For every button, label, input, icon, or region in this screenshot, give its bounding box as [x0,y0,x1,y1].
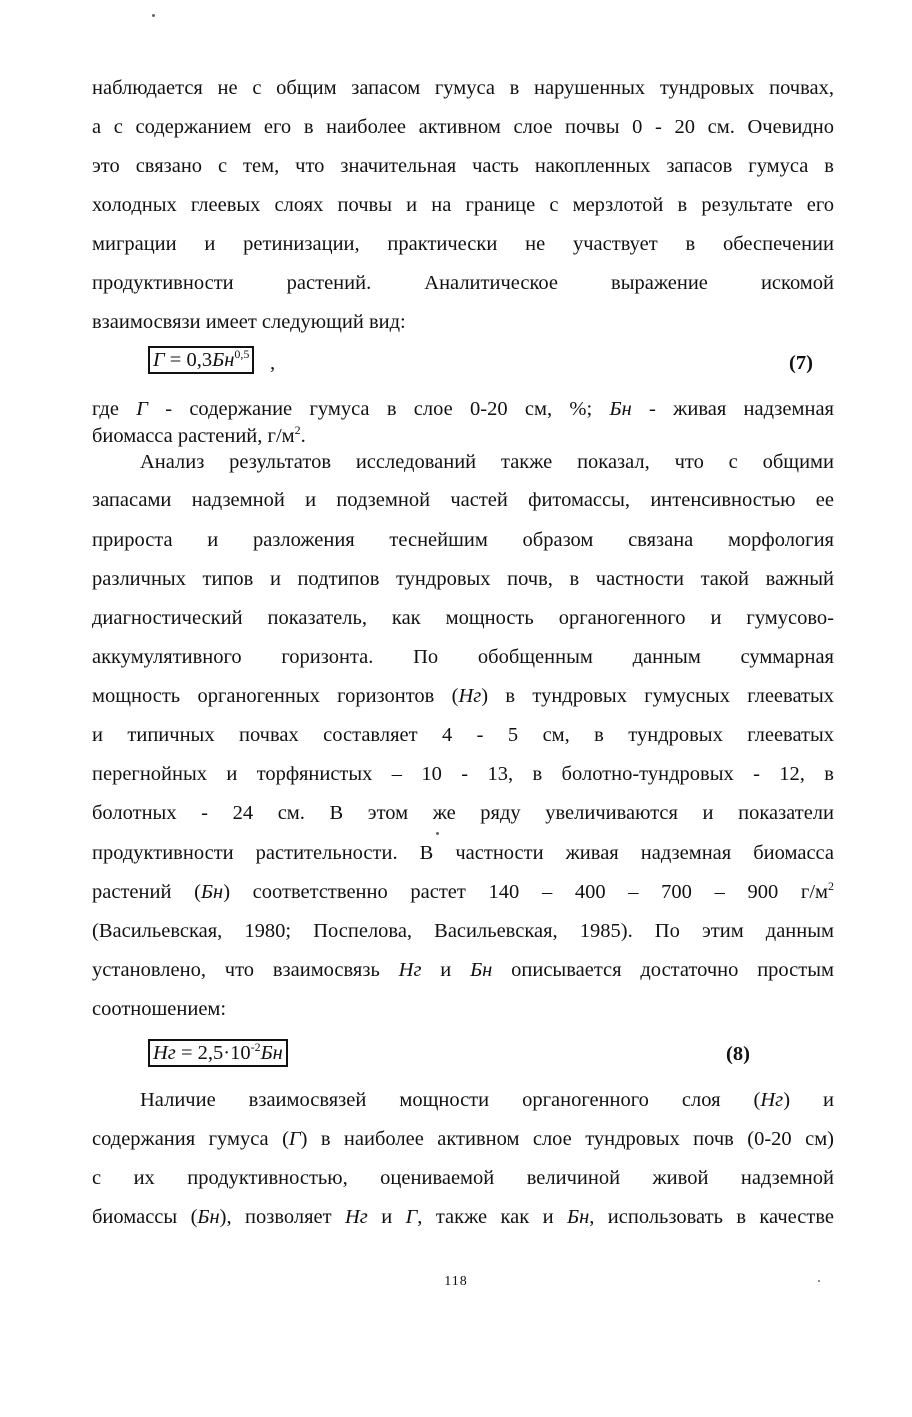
text-span: биомасса растений, г/м [92,425,295,447]
text-span: ) соответственно растет 140 – 400 – 700 – 900 г/м [223,881,828,903]
text-span: , использовать в качестве [589,1206,834,1228]
text-span: ) в тундровых гумусных глееватых [481,685,834,707]
text-line: миграции и ретинизации, практически не участвует в обеспечении [92,233,834,255]
text-span: описывается достаточно простым [492,959,834,981]
formula-symbol: Г [153,349,165,371]
formula-comma: , [270,352,276,374]
formula-text: = 0,3 [164,349,213,371]
text-line: перегнойных и торфянистых – 10 - 13, в болотно-тундровых - 12, в [92,763,834,785]
superscript: 2 [828,879,834,893]
symbol: Бн [197,1206,220,1228]
text-span: содержания гумуса ( [92,1128,289,1150]
text-span: Наличие взаимосвязей мощности органогенного слоя ( [140,1089,761,1111]
text-line: различных типов и подтипов тундровых почв, в частности такой важный [92,568,834,590]
scan-speck [152,14,155,17]
text-line: холодных глеевых слоях почвы и на границе с мерзлотой в результате его [92,194,834,216]
text-span: и [421,959,471,981]
text-line: продуктивности растений. Аналитическое выражение искомой [92,272,834,294]
text-line [92,1204,834,1230]
equation-number-8: (8) [726,1043,750,1065]
symbol: Нг [760,1089,784,1111]
symbol: Бн [470,959,493,981]
equation-number-7: (7) [789,352,813,374]
text-line: (Васильевская, 1980; Поспелова, Васильевская, 1985). По этим данным [92,920,834,942]
formula-8 [148,1039,288,1067]
symbol: Нг [398,959,422,981]
text-line: прироста и разложения теснейшим образом связана морфология [92,529,834,551]
symbol: Нг [458,685,482,707]
symbol: Бн [609,398,632,420]
text-line: наблюдается не с общим запасом гумуса в нарушенных тундровых почвах, [92,77,834,99]
formula-7 [148,346,254,374]
text-line [92,423,834,449]
text-line [140,1087,834,1113]
text-line: это связано с тем, что значительная часть накопленных запасов гумуса в [92,155,834,177]
superscript: 2 [294,423,301,437]
text-line [92,683,834,709]
symbol: Нг [345,1206,368,1228]
formula-symbol: Бн [212,349,235,371]
text-line: с их продуктивностью, оцениваемой величиной живой надземной [92,1167,834,1189]
text-span: где [92,398,137,420]
text-line: а с содержанием его в наиболее активном слое почвы 0 - 20 см. Очевидно [92,116,834,138]
text-line: взаимосвязи имеет следующий вид: [92,311,406,333]
text-line: аккумулятивного горизонта. По обобщенным данным суммарная [92,646,834,668]
symbol: Г [288,1128,301,1150]
formula-exponent: 0,5 [234,347,250,361]
scan-speck [818,1280,820,1282]
text-span: . [300,425,306,447]
text-line [92,879,834,905]
formula-exponent: -2 [250,1040,261,1054]
formula-symbol: Бн [260,1042,283,1064]
text-span: ) и [783,1089,834,1111]
text-span: - живая надземная [631,398,834,420]
text-span: - содержание гумуса в слое 0-20 см, %; [147,398,610,420]
text-span: биомассы ( [92,1206,198,1228]
text-line: запасами надземной и подземной частей фитомассы, интенсивностью ее [92,489,834,511]
text-span: установлено, что взаимосвязь [92,959,399,981]
symbol: Г [136,398,148,420]
text-line: диагностический показатель, как мощность органогенного и гумусово- [92,607,834,629]
formula-symbol: Нг [153,1042,176,1064]
text-line: продуктивности растительности. В частности живая надземная биомасса [92,842,834,864]
text-line [92,957,834,983]
text-span: , также как и [417,1206,567,1228]
text-line: Анализ результатов исследований также показал, что с общими [140,451,834,473]
text-line [92,1126,834,1152]
text-line: и типичных почвах составляет 4 - 5 см, в тундровых глееватых [92,724,834,746]
text-line: болотных - 24 см. В этом же ряду увеличиваются и показатели [92,802,834,824]
scan-speck [436,832,439,835]
text-line [92,396,834,422]
text-line: соотношением: [92,998,227,1020]
text-span: ), позволяет [219,1206,345,1228]
text-span: и [367,1206,406,1228]
symbol: Бн [200,881,224,903]
symbol: Бн [567,1206,590,1228]
text-span: растений ( [92,881,201,903]
text-span: мощность органогенных горизонтов ( [92,685,459,707]
text-span: ) в наиболее активном слое тундровых почв (0-20 см) [300,1128,834,1150]
symbol: Г [405,1206,418,1228]
formula-text: = 2,5·10 [175,1042,251,1064]
page-number: 118 [444,1274,468,1289]
